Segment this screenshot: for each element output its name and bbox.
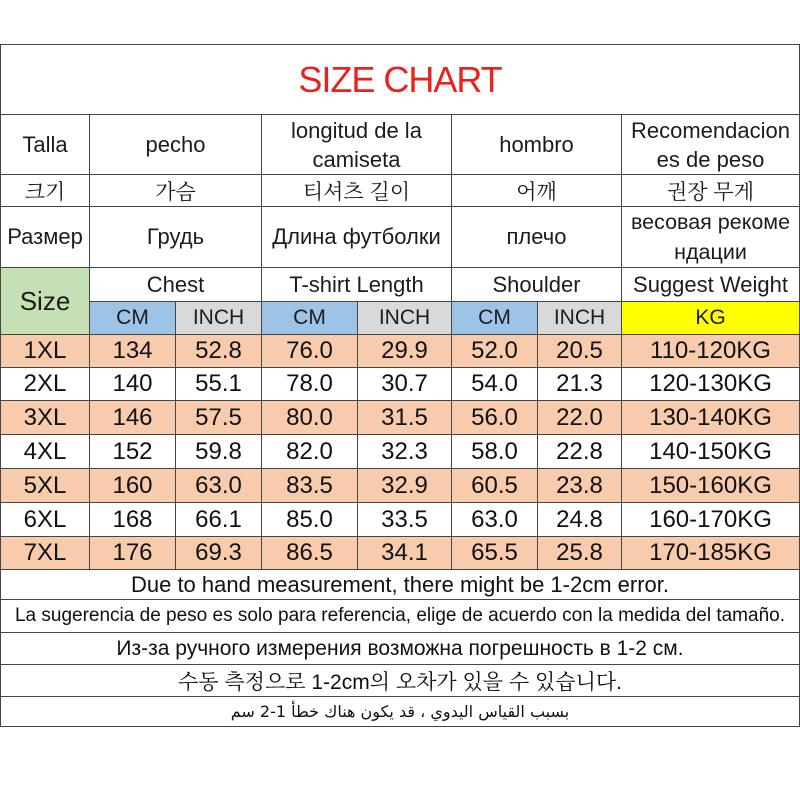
note-spanish: La sugerencia de peso es solo para referencia, elige de acuerdo con la medida del tamaño.: [1, 600, 800, 633]
size-cell: 2XL: [1, 368, 90, 401]
size-cell: 4XL: [1, 435, 90, 469]
header-chest-en: Chest: [90, 268, 262, 302]
header-weight-ko: 권장 무게: [622, 175, 800, 207]
note-english: Due to hand measurement, there might be 1-2cm error.: [1, 570, 800, 600]
length-cm-cell: 83.5: [262, 469, 358, 503]
header-shoulder-ko: 어깨: [452, 175, 622, 207]
header-weight-ru-line-2: ндации: [674, 240, 747, 264]
chest-inch-cell: 59.8: [176, 435, 262, 469]
length-inch-cell: 32.9: [358, 469, 452, 503]
header-weight-es: [622, 115, 800, 175]
table-row: [1, 368, 800, 401]
weight-cell: 120-130KG: [622, 368, 800, 401]
shoulder-cm-cell: 54.0: [452, 368, 538, 401]
header-chest-ko: 가슴: [90, 175, 262, 207]
weight-cell: 140-150KG: [622, 435, 800, 469]
table-row: [1, 469, 800, 503]
header-row-spanish: [1, 115, 800, 175]
shoulder-cm-cell: 52.0: [452, 335, 538, 368]
header-weight-ru: [622, 207, 800, 268]
header-size-ru: Размер: [1, 207, 90, 268]
header-row-english: [1, 268, 800, 335]
shoulder-cm-cell: 65.5: [452, 537, 538, 570]
chest-inch-cell: 69.3: [176, 537, 262, 570]
note-arabic: بسبب القياس اليدوي ، قد يكون هناك خطأ 1-2 سم: [1, 697, 800, 727]
chest-cm-cell: 146: [90, 401, 176, 435]
length-cm-cell: 78.0: [262, 368, 358, 401]
shoulder-cm-cell: 58.0: [452, 435, 538, 469]
unit-weight-kg: KG: [622, 302, 800, 335]
shoulder-cm-cell: 60.5: [452, 469, 538, 503]
size-cell: 6XL: [1, 503, 90, 537]
chest-cm-cell: 160: [90, 469, 176, 503]
chest-cm-cell: 152: [90, 435, 176, 469]
header-length-en: T-shirt Length: [262, 268, 452, 302]
weight-cell: 110-120KG: [622, 335, 800, 368]
weight-cell: 150-160KG: [622, 469, 800, 503]
header-row-russian: [1, 207, 800, 268]
chest-inch-cell: 66.1: [176, 503, 262, 537]
length-inch-cell: 30.7: [358, 368, 452, 401]
header-length-es-line-1: longitud de la: [291, 117, 422, 143]
title-row: [1, 45, 800, 115]
header-shoulder-en: Shoulder: [452, 268, 622, 302]
chest-inch-cell: 57.5: [176, 401, 262, 435]
length-inch-cell: 32.3: [358, 435, 452, 469]
header-shoulder-es: hombro: [452, 115, 622, 175]
shoulder-cm-cell: 63.0: [452, 503, 538, 537]
length-cm-cell: 76.0: [262, 335, 358, 368]
shoulder-inch-cell: 20.5: [538, 335, 622, 368]
header-row-korean: [1, 175, 800, 207]
header-shoulder-ru: плечо: [452, 207, 622, 268]
unit-shoulder-inch: INCH: [538, 302, 622, 335]
weight-cell: 130-140KG: [622, 401, 800, 435]
note-russian: Из-за ручного измерения возможна погрешность в 1-2 см.: [1, 633, 800, 665]
shoulder-inch-cell: 23.8: [538, 469, 622, 503]
header-chest-es: pecho: [90, 115, 262, 175]
note-korean: 수동 측정으로 1-2cm의 오차가 있을 수 있습니다.: [1, 665, 800, 697]
chest-inch-cell: 52.8: [176, 335, 262, 368]
shoulder-cm-cell: 56.0: [452, 401, 538, 435]
header-weight-ru-line-1: весовая рекоме: [630, 210, 791, 234]
shoulder-inch-cell: 24.8: [538, 503, 622, 537]
chest-cm-cell: 134: [90, 335, 176, 368]
table-row: [1, 335, 800, 368]
table-row: [1, 537, 800, 570]
length-inch-cell: 29.9: [358, 335, 452, 368]
length-inch-cell: 33.5: [358, 503, 452, 537]
unit-length-inch: INCH: [358, 302, 452, 335]
weight-cell: 160-170KG: [622, 503, 800, 537]
header-size-en: Size: [1, 268, 90, 335]
size-chart: [0, 44, 800, 727]
shoulder-inch-cell: 22.8: [538, 435, 622, 469]
size-cell: 7XL: [1, 537, 90, 570]
shoulder-inch-cell: 21.3: [538, 368, 622, 401]
chest-inch-cell: 55.1: [176, 368, 262, 401]
length-cm-cell: 82.0: [262, 435, 358, 469]
header-weight-en: Suggest Weight: [622, 268, 800, 302]
chest-cm-cell: 140: [90, 368, 176, 401]
length-inch-cell: 31.5: [358, 401, 452, 435]
header-length-es: [262, 115, 452, 175]
header-weight-es-line-1: Recomendacion: [631, 117, 790, 143]
table-row: [1, 401, 800, 435]
length-inch-cell: 34.1: [358, 537, 452, 570]
header-weight-es-line-2: es de peso: [656, 146, 765, 172]
weight-cell: 170-185KG: [622, 537, 800, 570]
size-cell: 1XL: [1, 335, 90, 368]
length-cm-cell: 85.0: [262, 503, 358, 537]
unit-chest-cm: CM: [90, 302, 176, 335]
header-length-ko: 티셔츠 길이: [262, 175, 452, 207]
size-cell: 5XL: [1, 469, 90, 503]
length-cm-cell: 86.5: [262, 537, 358, 570]
header-chest-ru: Грудь: [90, 207, 262, 268]
header-size-es: Talla: [1, 115, 90, 175]
unit-shoulder-cm: CM: [452, 302, 538, 335]
unit-chest-inch: INCH: [176, 302, 262, 335]
length-cm-cell: 80.0: [262, 401, 358, 435]
table-row: [1, 435, 800, 469]
shoulder-inch-cell: 25.8: [538, 537, 622, 570]
unit-length-cm: CM: [262, 302, 358, 335]
header-size-ko: 크기: [1, 175, 90, 207]
chest-cm-cell: 176: [90, 537, 176, 570]
header-length-ru: Длина футболки: [262, 207, 452, 268]
table-row: [1, 503, 800, 537]
chest-inch-cell: 63.0: [176, 469, 262, 503]
header-length-es-line-2: camiseta: [312, 146, 401, 172]
shoulder-inch-cell: 22.0: [538, 401, 622, 435]
size-cell: 3XL: [1, 401, 90, 435]
page-title: SIZE CHART: [298, 58, 502, 100]
chest-cm-cell: 168: [90, 503, 176, 537]
